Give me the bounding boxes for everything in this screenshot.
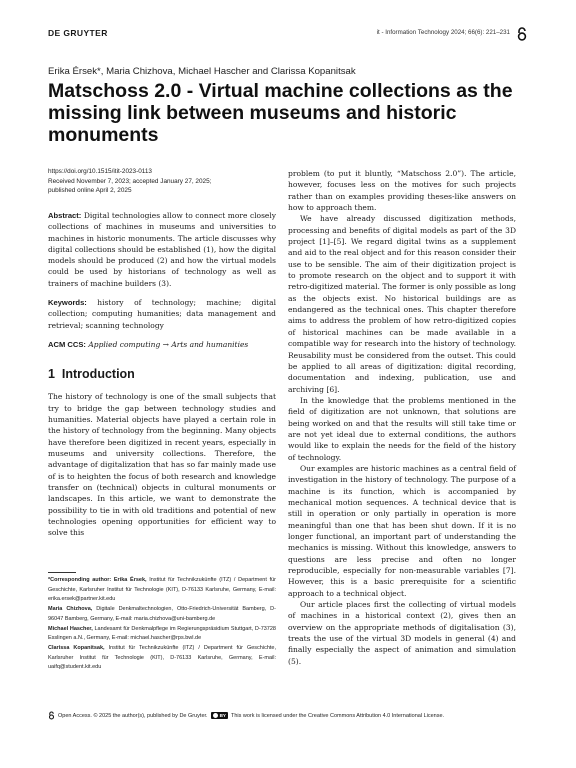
keywords-text: history of technology; machine; digital collection; computing humanities; data management and retrieval; scanning technology [48,298,276,330]
journal-citation: it - Information Technology 2024; 66(6): 221–231 [376,29,510,36]
abstract-text: Digital technologies allow to connect more closely collections of machines in museums and universities to machines in historic monuments. The article discusses why digital collections should be established (1), how the digital models should be produced (2) and how the virtual models could be used by historians of technology as well as trainers of machine builders (3). [48,211,276,288]
footnote-label: Clarissa Kopanitsak, [48,644,105,651]
keywords [48,297,276,331]
section-number: 1 [48,367,55,382]
footnotes [48,576,276,673]
body-paragraph: In the knowledge that the problems mentioned in the field of digitization are not unknown, that solutions are being worked on and that the results will still take time or are not yet ideal due to external conditions, the authors would like to explain the needs for the field of the history of technology. [288,395,516,462]
footnote-label: *Corresponding author: Erika Érsek, [48,577,147,583]
keywords-label: Keywords: [48,298,87,308]
open-access-icon [48,711,55,720]
section-title: Introduction [61,367,135,382]
footnote-text: Digitale Denkmaltechnologien, Otto-Friedrich-Universität Bamberg, D-96047 Bamberg, Germany, E-mail: maria.chizhova@uni-bamberg.de [48,606,276,622]
license-footer [48,711,548,720]
footnote-text: Landesamt für Denkmalpflege im Regierungspräsidium Stuttgart, D-73728 Esslingen a.N., Germany, E-mail: michael.hascher@rps.bwl.de [48,625,276,642]
license-text: This work is licensed under the Creative Commons Attribution 4.0 International License. [230,712,445,719]
article-authors: Erika Érsek*, Maria Chizhova, Michael Hascher and Clarissa Kopanitsak [48,66,356,77]
footnote-rule [48,572,76,573]
body-paragraph: Our examples are historic machines as a central field of investigation in the history of technology. The purpose of a machine is its function, which is accompanied by mechanical motion sequences. A technical device that is still in operation or only partially in operation is more meaningful than one that has been shut down. If it is no longer functional, an important part of understanding the mechanics is missing. Without this knowledge, answers to questions are less precise and often no longer reproducible, especially for non-measurable variables [7]. However, this is a basic prerequisite for a scientific approach to a technical object. [288,463,516,598]
acm-label: ACM CCS: [48,339,86,349]
article-title: Matschoss 2.0 - Virtual machine collections as the missing link between museums and historic monuments [48,80,513,146]
published-date: published online April 2, 2025 [48,187,132,195]
abstract [48,210,276,289]
footnote-author [48,644,276,673]
acm-text: Applied computing → Arts and humanities [88,339,249,349]
license-badge-text: BY [219,713,226,718]
footnote-corresponding [48,576,276,605]
footnote-author [48,605,276,624]
publisher-name: DE GRUYTER [48,28,108,38]
doi-link[interactable]: https://doi.org/10.1515/itit-2023-0113 [48,168,152,175]
section-heading [48,367,276,381]
footnote-text: Institut für Technikzukünfte (ITZ) / Department für Geschichte, Karlsruher Institut für Technologie (KIT), D-76133 Karlsruhe, Germany, E-mail: uaifq@student.kit.edu [48,644,276,671]
footnote-text: Institut für Technikzukünfte (ITZ) / Department für Geschichte, Karlsruher Institut für Technologie (KIT), D-76133 Karlsruhe, Germany, E-mail: erika.ersek@partner.kit.edu [48,577,276,603]
article-meta [48,167,211,196]
cc-icon [213,713,218,718]
footnote-label: Maria Chizhova, [48,606,93,613]
abstract-label: Abstract: [48,211,82,220]
open-access-icon [516,27,528,41]
cc-by-badge[interactable] [211,712,228,719]
right-column [288,168,516,667]
body-paragraph: We have already discussed digitization methods, processing and benefits of digital models as part of the 3D project [1]–[5]. We regard digital twins as a supplement and aid to the real object and for this reason consider their use to be sensible. The aim of their digitization project is to promote research on the object and to support it with retro-digitized material. The former is only possible as long as the objects exist. No historical buildings are as endangered as the technical ones. This chapter therefore aims to address the problem of how retro-digitized copies of historical machines can be made available in a compatible way for research into the history of technology. Reusability must be considered from the outset. This could be applied to all areas of digitization: digital recording, documentation and indexing, publication, use and archiving [6]. [288,214,516,394]
open-access-text: Open Access. © 2025 the author(s), published by De Gruyter. [58,712,208,719]
acm-ccs [48,339,276,350]
body-paragraph: problem (to put it bluntly, “Matschoss 2.0”). The article, however, focuses less on the motives for such projects rather than on examples providing theses-like answers on how to approach them. [288,169,516,213]
received-dates: Received November 7, 2023; accepted January 27, 2025; [48,177,212,185]
body-paragraph: Our article places first the collecting of virtual models of machines in a historical context (2), gives then an overview on the appropriate methods of digitalisation (3), treats the use of the virtual 3D models in general (4) and finally especially the aspect of animation and simulation (5). [288,600,516,666]
page-header [48,28,528,42]
intro-paragraph: The history of technology is one of the small subjects that try to bridge the gap between technology studies and humanities. Material objects have played a certain role in the history of technology from the beginning. Many objects have therefore been digitized in recent years, especially in museums and university collections. Therefore, the advantage of digitalization that has so far mainly made use of is to heighten the focus of both research and knowledge transfer on (technical) objects in cultural monuments or landscapes. In this article, we want to demonstrate the possibility to tie in with old traditions and potential of new technologies opening opportunities for efficient way to solve this [48,392,276,538]
left-column [48,210,276,539]
footnote-label: Michael Hascher, [48,625,93,632]
footnote-author [48,625,276,644]
